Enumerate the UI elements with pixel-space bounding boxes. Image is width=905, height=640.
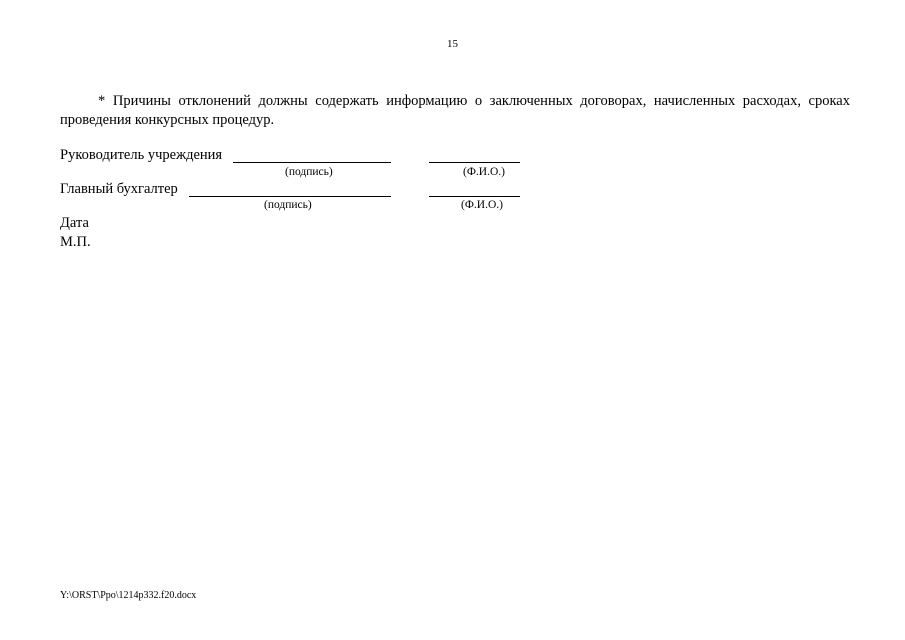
date-label: Дата (60, 215, 89, 231)
accountant-name-caption: (Ф.И.О.) (461, 199, 503, 211)
seal-label: М.П. (60, 234, 91, 250)
head-name-line (429, 162, 520, 163)
page-number: 15 (447, 38, 458, 50)
signature-row-head (60, 147, 540, 165)
accountant-name-line (429, 196, 520, 197)
head-label: Руководитель учреждения (60, 147, 223, 163)
footnote-text: * Причины отклонений должны содержать информацию о заключенных договорах, начисленных расходах, сроках проведения конкурсных процедур. (60, 93, 850, 128)
head-signature-caption: (подпись) (285, 166, 333, 178)
head-signature-line (233, 162, 391, 163)
accountant-signature-caption: (подпись) (264, 199, 312, 211)
accountant-label: Главный бухгалтер (60, 181, 178, 197)
signature-row-accountant (60, 181, 540, 199)
head-name-caption: (Ф.И.О.) (463, 166, 505, 178)
accountant-signature-line (189, 196, 391, 197)
footer-file-path: Y:\ORST\Ppo\1214p332.f20.docx (60, 590, 197, 601)
